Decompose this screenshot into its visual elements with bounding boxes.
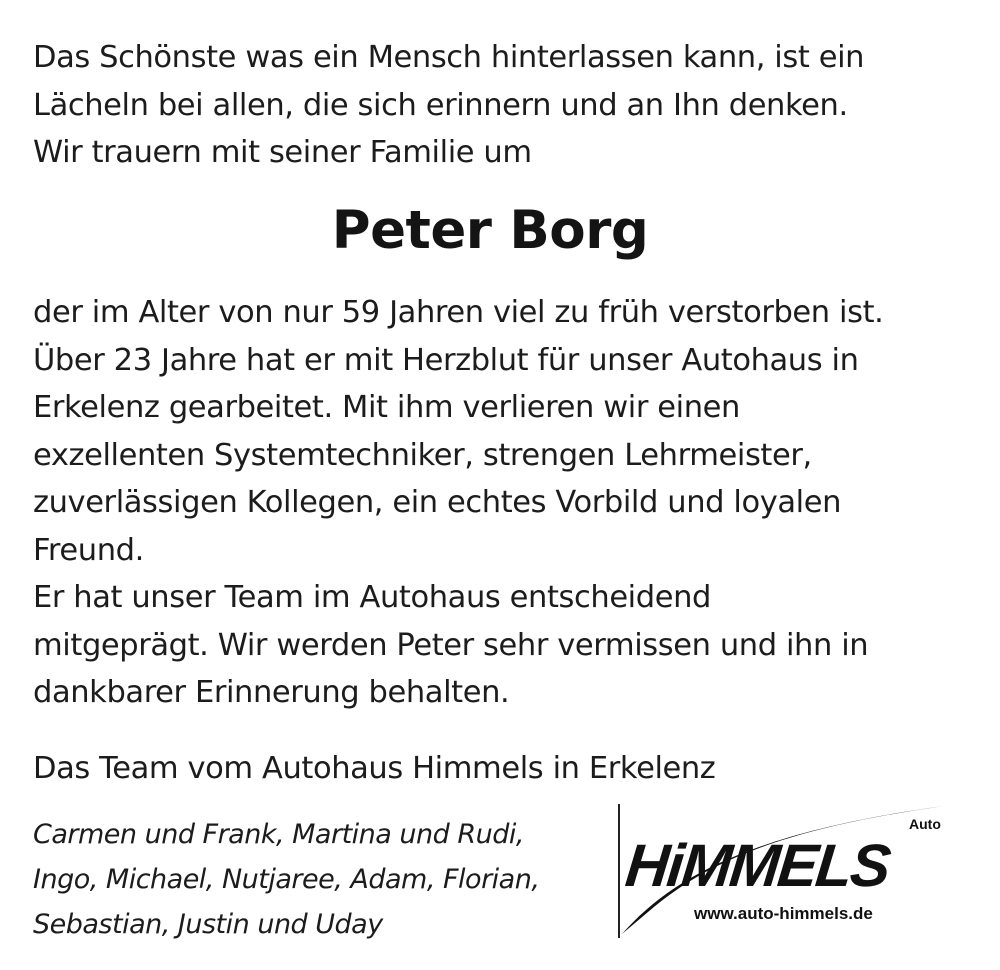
- intro-line: Lächeln bei allen, die sich erinnern und an Ihn denken.: [33, 87, 848, 123]
- names-line: Carmen und Frank, Martina und Rudi,: [33, 819, 524, 850]
- body-line: Über 23 Jahre hat er mit Herzblut für unser Autohaus in: [33, 342, 859, 378]
- body-line: Freund.: [33, 532, 144, 568]
- body-paragraph: [33, 289, 883, 717]
- body-line: Er hat unser Team im Autohaus entscheidend: [33, 580, 711, 615]
- logo-url: www.auto-himmels.de: [694, 904, 873, 923]
- intro-line: Das Schönste was ein Mensch hinterlassen kann, ist ein: [33, 40, 865, 75]
- names-line: Ingo, Michael, Nutjaree, Adam, Florian,: [33, 864, 540, 895]
- himmels-logo: [618, 800, 958, 938]
- deceased-name: Peter Borg: [331, 200, 649, 261]
- logo-wordmark: HiMMELS: [622, 832, 893, 899]
- names-line: Sebastian, Justin und Uday: [33, 909, 383, 940]
- body-line: zuverlässigen Kollegen, ein echtes Vorbild und loyalen: [33, 485, 842, 520]
- intro-paragraph: [33, 34, 864, 177]
- logo-auto-label: Auto: [909, 816, 941, 832]
- colleague-names: [33, 812, 539, 947]
- body-line: Erkelenz gearbeitet. Mit ihm verlieren wir einen: [33, 390, 740, 425]
- body-line: mitgeprägt. Wir werden Peter sehr vermissen und ihn in: [33, 627, 869, 663]
- body-line: der im Alter von nur 59 Jahren viel zu früh verstorben ist.: [33, 295, 884, 330]
- intro-line: Wir trauern mit seiner Familie um: [33, 135, 532, 170]
- body-line: dankbarer Erinnerung behalten.: [33, 675, 510, 710]
- signoff-line: Das Team vom Autohaus Himmels in Erkelenz: [33, 751, 716, 786]
- body-line: exzellenten Systemtechniker, strengen Lehrmeister,: [33, 437, 812, 473]
